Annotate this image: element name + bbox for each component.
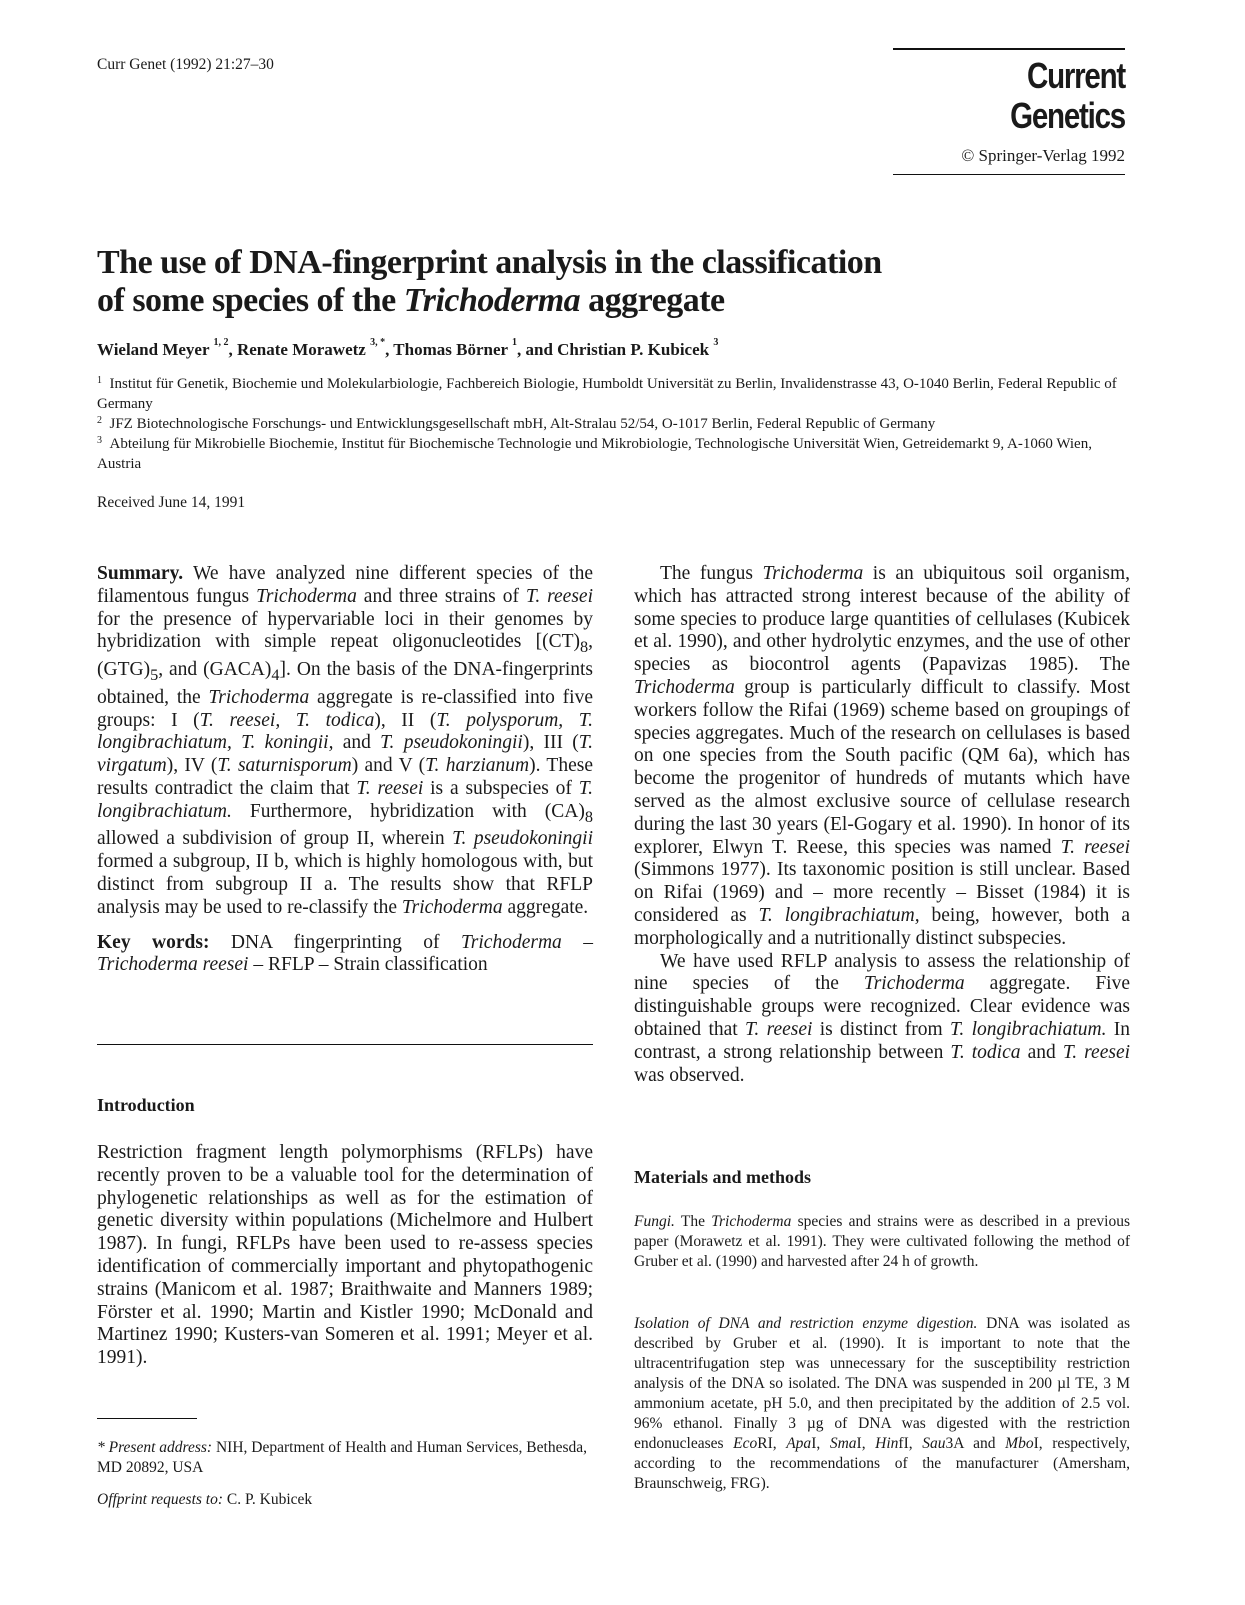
introduction-heading: Introduction: [97, 1095, 195, 1115]
section-divider: [97, 1044, 593, 1045]
introduction-continued: [634, 563, 1130, 1087]
offprint-footnote: Offprint requests to: C. P. Kubicek: [97, 1491, 313, 1508]
footnote-divider: [97, 1418, 197, 1419]
author-separator: ,: [385, 340, 394, 359]
author-affiliation-mark: 1, 2: [213, 337, 229, 348]
title-genus: Trichoderma: [403, 282, 581, 319]
journal-name: Current Genetics: [1010, 55, 1125, 136]
affiliation-text: JFZ Biotechnologische Forschungs- und Entwicklungsgesellschaft mbH, Alt-Stralau 52/54, O-1017 Berlin, Federal Republic of Germany: [109, 416, 936, 432]
journal-masthead: [893, 48, 1125, 175]
author-name: Thomas Börner: [393, 340, 508, 359]
author-separator: ,: [228, 340, 237, 359]
author-name: Renate Morawetz: [236, 340, 366, 359]
publisher-copyright: © Springer-Verlag 1992: [961, 146, 1125, 165]
title-line-1: The use of DNA-fingerprint analysis in the classification: [97, 244, 882, 281]
masthead-rule-top: [893, 48, 1125, 50]
affiliation-text: Institut für Genetik, Biochemie und Molekularbiologie, Fachbereich Biologie, Humboldt Universität zu Berlin, Invalidenstrasse 43, O-1040 Berlin, Federal Republic of Germany: [97, 376, 1117, 412]
body-paragraph: We have used RFLP analysis to assess the relationship of nine species of the Trichoderma aggregate. Five distinguishable groups were recognized. Clear evidence was obtained that T. reesei is distinct from T. longibrachiatum. In contrast, a strong relationship between T. todica and T. reesei was observed.: [634, 950, 1131, 1086]
title-text: aggregate: [580, 282, 725, 319]
summary-paragraph: Summary. We have analyzed nine different species of the filamentous fungus Trichoderma and three strains of T. reesei for the presence of hypervariable loci in their genomes by hybridization with simple repeat oligonucleotides [$(CT)_8$, $(GTG)_5$, and $(GACA)_4$]. On the basis of the DNA-fingerprints obtained, the Trichoderma aggregate is re-classified into five groups: I (T. reesei, T. todica), II (T. polysporum, T. longibrachiatum, T. koningii, and T. pseudokoningii), III (T. virgatum), IV (T. saturnisporum) and V (T. harzianum). These results contradict the claim that T. reesei is a subspecies of T. longibrachiatum. Furthermore, hybridization with $(CA)_8$ allowed a subdivision of group II, wherein T. pseudokoningii formed a subgroup, II b, which is highly homologous with, but distinct from subgroup II a. The results show that RFLP analysis may be used to re-classify the Trichoderma aggregate.: [97, 563, 594, 918]
summary: [97, 563, 593, 977]
affiliation-2: [97, 414, 1137, 434]
article-title: [97, 244, 1097, 320]
affiliation-number: 2: [97, 415, 102, 426]
author-affiliation-mark: 1: [511, 337, 517, 348]
affiliation-number: 3: [97, 435, 102, 446]
author-affiliation-mark: 3: [713, 337, 719, 348]
author-separator: , and: [516, 340, 558, 359]
affiliation-number: 1: [97, 375, 102, 386]
author-affiliation-mark: 3, *: [370, 337, 386, 348]
methods-heading: Materials and methods: [634, 1167, 811, 1187]
author-name: Christian P. Kubicek: [557, 340, 710, 359]
present-address-footnote: * Present address: NIH, Department of Health and Human Services, Bethesda, MD 20892, USA: [97, 1439, 587, 1476]
affiliations: [97, 374, 1137, 474]
keywords: Key words: DNA fingerprinting of Trichoderma – Trichoderma reesei – RFLP – Strain classification: [97, 931, 593, 976]
title-text: of some species of the: [97, 282, 404, 319]
affiliation-3: [97, 434, 1137, 474]
summary-head: Summary.: [97, 563, 184, 584]
received-date: Received June 14, 1991: [97, 494, 246, 511]
affiliation-text: Abteilung für Mikrobielle Biochemie, Institut für Biochemische Technologie und Mikrobiologie, Technologische Universität Wien, Getreidemarkt 9, A-1060 Wien, Austria: [97, 436, 1092, 472]
title-line-2: [97, 282, 1097, 320]
keywords-head: Key words:: [97, 931, 210, 953]
author-list: [97, 337, 719, 360]
methods-fungi: Fungi. The Trichoderma species and strains were as described in a previous paper (Morawetz et al. 1991). They were cultivated following the method of Gruber et al. (1990) and harvested after 24 h of growth.: [634, 1213, 1130, 1270]
footnotes: [97, 1438, 593, 1510]
body-paragraph: The fungus Trichoderma is an ubiquitous soil organism, which has attracted strong interest because of the ability of some species to produce large quantities of cellulases (Kubicek et al. 1990), and other hydrolytic enzymes, and the use of other species as biocontrol agents (Papavizas 1985). The Trichoderma group is particularly difficult to classify. Most workers follow the Rifai (1969) scheme based on groupings of species aggregates. Much of the research on cellulases is based on one species from the South pacific (QM 6a), which has become the progenitor of hundreds of mutants which have served as the almost exclusive source of cellulase research during the last 30 years (El-Gogary et al. 1990). In honor of its explorer, Elwyn T. Reese, this species was named T. reesei (Simmons 1977). Its taxonomic position is still unclear. Based on Rifai (1969) and – more recently – Bisset (1984) it is considered as T. longibrachiatum, being, however, both a morphologically and a nutritionally distinct subspecies.: [634, 563, 1131, 949]
introduction-text: Restriction fragment length polymorphisms (RFLPs) have recently proven to be a valuable tool for the determination of phylogenetic relationships as well as for the estimation of genetic diversity within populations (Michelmore and Hulbert 1987). In fungi, RFLPs have been used to re-assess species identification of commercially important and phytopathogenic strains (Manicom et al. 1987; Braithwaite and Manners 1989; Förster et al. 1990; Martin and Kistler 1990; McDonald and Martinez 1990; Kusters-van Someren et al. 1991; Meyer et al. 1991).: [97, 1142, 593, 1369]
affiliation-1: [97, 374, 1137, 414]
citation: Curr Genet (1992) 21:27–30: [97, 56, 274, 73]
methods-isolation: Isolation of DNA and restriction enzyme digestion. DNA was isolated as described by Gruber et al. (1990). It is important to note that the ultracentrifugation step was unnecessary for the susceptibility restriction analysis of the DNA so isolated. The DNA was suspended in 200 µl TE, 3 M ammonium acetate, pH 5.0, and then precipitated by the addition of 2.5 vol. 96% ethanol. Finally 3 µg of DNA was digested with the restriction endonucleases EcoRI, ApaI, SmaI, HinfI, Sau3A and MboI, respectively, according to the recommendations of the manufacturer (Amersham, Braunschweig, FRG).: [634, 1315, 1131, 1492]
masthead-rule-bottom: [893, 174, 1125, 175]
author-name: Wieland Meyer: [97, 340, 210, 359]
